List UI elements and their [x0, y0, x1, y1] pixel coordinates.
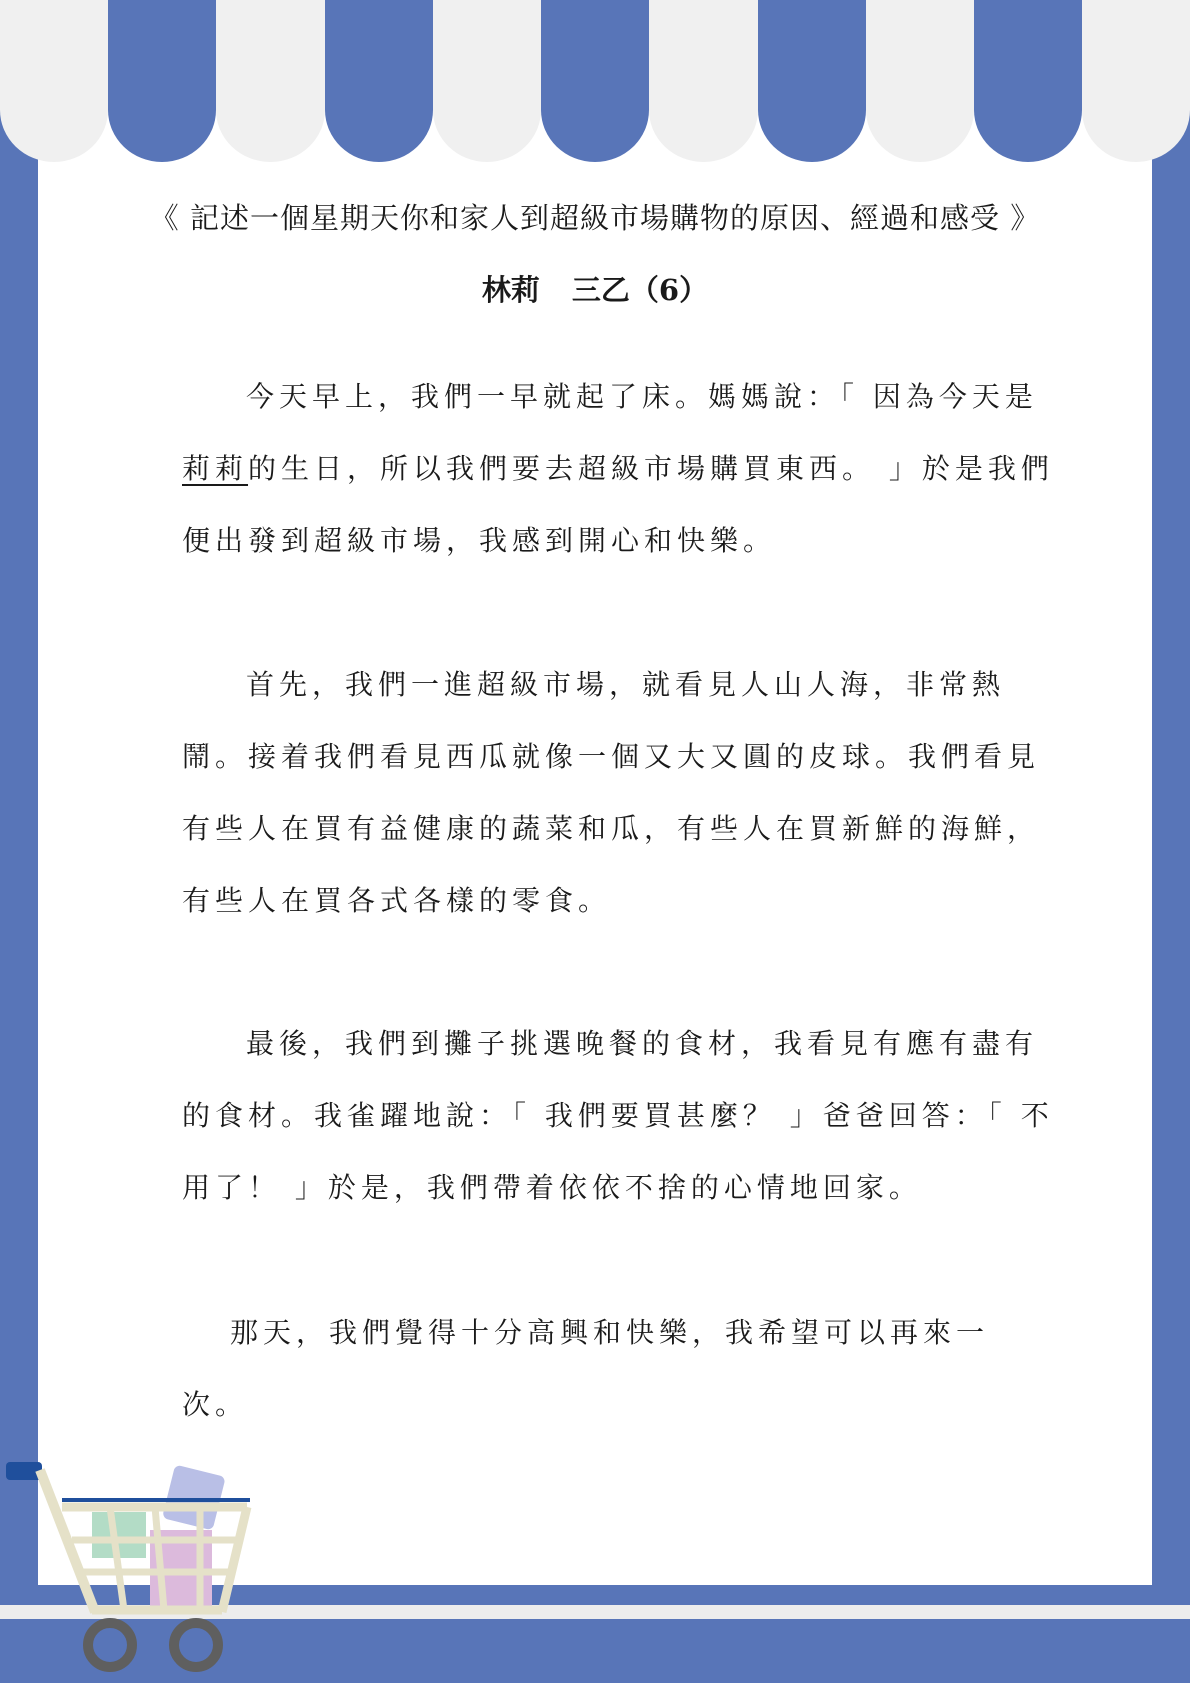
paragraph-line: 有些人在買各式各樣的零食。 [182, 884, 612, 917]
author-class: 三乙（6） [571, 273, 709, 307]
paragraph-4 [182, 1297, 1022, 1441]
paragraph-line: 今天早上，我們一早就起了床。媽媽說：「 因為今天是 [246, 380, 1038, 413]
shopping-cart-icon [0, 1455, 270, 1683]
paragraph-line: 首先，我們一進超級市場，就看見人山人海，非常熱 [246, 668, 1006, 701]
paragraph-line: 便出發到超級市場，我感到開心和快樂。 [182, 524, 777, 557]
essay-title: 《 記述一個星期天你和家人到超級市場購物的原因、經過和感受 》 [149, 201, 1041, 235]
paragraph-line: 次。 [182, 1388, 249, 1421]
underlined-name: 莉莉 [182, 452, 249, 485]
paragraph-line: 鬧。接着我們看見西瓜就像一個又大又圓的皮球。我們看見 [182, 740, 1041, 773]
author-line [0, 268, 1190, 309]
paragraph-line: 的食材。我雀躍地說：「 我們要買甚麼？ 」爸爸回答：「 不 [182, 1099, 1054, 1132]
paragraph-3 [182, 1008, 1054, 1224]
paragraph-line: 有些人在買有益健康的蔬菜和瓜，有些人在買新鮮的海鮮， [182, 812, 1041, 845]
author-name: 林莉 [481, 273, 540, 307]
paragraph-2 [182, 649, 1041, 937]
paragraph-line: 莉莉的生日，所以我們要去超級市場購買東西。 」於是我們 [182, 452, 1054, 485]
paragraph-line: 用了！ 」於是，我們帶着依依不捨的心情地回家。 [182, 1171, 922, 1204]
paragraph-line: 最後，我們到攤子挑選晚餐的食材，我看見有應有盡有 [246, 1027, 1039, 1060]
paragraph-1 [182, 361, 1054, 577]
paragraph-line: 那天，我們覺得十分高興和快樂，我希望可以再來一 [230, 1316, 990, 1349]
